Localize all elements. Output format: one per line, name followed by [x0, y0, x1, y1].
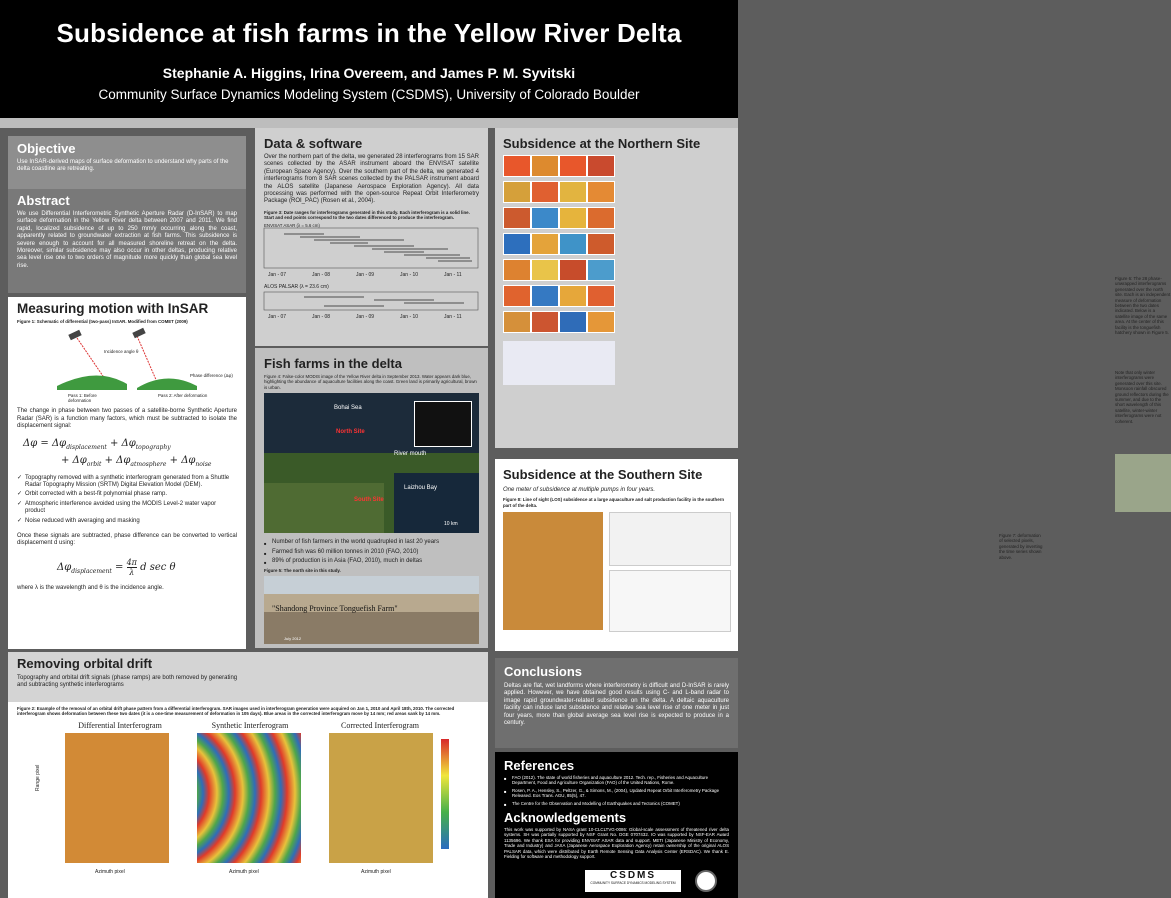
satellite-image	[1115, 454, 1171, 512]
insar-schematic	[17, 326, 237, 400]
timeline-caption: Figure 3: Date ranges for interferograms generated in this study. Each interferogram is a solid line. Start and end points correspond to the two dates differenced to produce the interferogram.	[264, 209, 470, 221]
conclusions-section	[495, 658, 738, 748]
map-label-north: North Site	[336, 429, 365, 436]
list-item: ✓ Atmospheric interference avoided using the MODIS Level-2 water vapor product	[17, 501, 237, 516]
interferogram-thumb	[587, 259, 615, 281]
map-scale: 10 km	[444, 521, 458, 528]
orbital-text: Topography and orbital drift signals (phase ramps) are both removed by generating and subtracting synthetic interferograms	[17, 675, 238, 689]
farm-photo	[264, 576, 479, 644]
tick-label: Jan - 09	[356, 314, 375, 321]
differential-interferogram	[65, 733, 169, 863]
tick-label: Jan - 08	[312, 314, 331, 321]
data-software-section	[255, 128, 488, 346]
objective-section	[8, 136, 246, 190]
fish-section	[255, 348, 488, 648]
csdms-logo	[585, 870, 681, 892]
measuring-bullets	[17, 475, 237, 525]
photo-sign-text: "Shandong Province Tonguefish Farm"	[272, 603, 398, 613]
interferogram-thumb	[587, 285, 615, 307]
interferogram-thumb	[559, 207, 587, 229]
orbital-xlabel: Azimuth pixel	[361, 868, 391, 875]
southern-timeseries-plot	[609, 570, 731, 632]
orbital-panels	[17, 721, 479, 881]
logo-name: CSDMS	[609, 870, 657, 881]
interferogram-thumb	[559, 285, 587, 307]
interferogram-thumb	[531, 233, 559, 255]
measuring-intro: The change in phase between two passes of a satellite-borne Synthetic Aperture Radar (SAR) is a function many factors, which must be subtracted to isolate the displacement signal:	[17, 408, 237, 430]
fish-title: Fish farms in the delta	[264, 356, 402, 371]
objective-title: Objective	[17, 141, 76, 156]
interferogram-thumb	[587, 207, 615, 229]
tick-label: Jan - 09	[356, 272, 375, 279]
map-label-mouth: River mouth	[394, 451, 427, 458]
list-item: ■ Number of fish farmers in the world quadrupled in last 20 years	[264, 539, 479, 546]
tick-label: Jan - 10	[400, 314, 419, 321]
measuring-fig-caption: Figure 1: Schematic of differential (two-pass) InSAR. Modified from COMET (2009)	[17, 319, 188, 324]
map-label-bohai: Bohai Sea	[334, 405, 362, 412]
interferogram-thumb	[531, 311, 559, 333]
interferogram-thumb	[559, 259, 587, 281]
logo-tagline: COMMUNITY SURFACE DYNAMICS MODELING SYSTEM	[590, 881, 676, 885]
colorbar	[441, 739, 449, 849]
university-seal-icon	[695, 870, 717, 892]
modis-map	[264, 393, 479, 533]
pass1-label: Pass 1: Before deformation	[68, 393, 97, 404]
tick-label: Jan - 08	[312, 272, 331, 279]
interferogram-thumb	[503, 311, 531, 333]
orbital-xlabel: Azimuth pixel	[95, 868, 125, 875]
panel-title: Synthetic Interferogram	[211, 720, 289, 730]
list-item: ✓ Topography removed with a synthetic interferogram generated from a Shuttle Radar Topography Mission (SRTM) Digital Elevation Model (DEM).	[17, 475, 237, 490]
panel-title: Corrected Interferogram	[341, 720, 419, 730]
interferogram-thumb	[503, 285, 531, 307]
northern-note: Note that only winter interferograms were generated over this site. Monsoon rainfall obscured ground reflectors during the summer, and due to the short wavelength of this satellite, winter-winter interferograms were not coherent.	[1115, 370, 1169, 424]
china-inset-map	[414, 401, 472, 447]
header-divider	[0, 118, 738, 128]
timeline-chart	[264, 228, 479, 338]
reference-item: ■ FAO (2012). The state of world fisheries and aquaculture 2012. Tech. rep., Fisheries and Aquaculture Department, Food and Agriculture Organization (FAO) of the United Nations, Rome.	[504, 775, 729, 786]
objective-text: Use InSAR-derived maps of surface deformation to understand why parts of the delta coastline are retreating.	[17, 159, 229, 173]
interferogram-thumb	[587, 181, 615, 203]
orbital-xlabel: Azimuth pixel	[229, 868, 259, 875]
alos-label: ALOS PALSAR (λ = 23.6 cm)	[264, 284, 329, 291]
map-label-laizhou: Laizhou Bay	[404, 485, 438, 492]
interferogram-thumb	[587, 311, 615, 333]
phase-equation: $\Delta\varphi = \Delta\varphi_{displacement} + \Delta\varphi_{topography}$ + $\Delta\varphi_{orbit} + \Delta\varphi_{atmosphere} + \Delta\varphi_{noise}$	[23, 437, 212, 468]
southern-title: Subsidence at the Southern Site	[503, 467, 703, 482]
list-item: ✓ Orbit corrected with a best-fit polynomial phase ramp.	[17, 491, 237, 498]
orbital-figure	[8, 702, 488, 898]
measuring-after: Once these signals are subtracted, phase difference can be converted to vertical displacement d using:	[17, 533, 237, 547]
interferogram-thumb	[531, 207, 559, 229]
southern-interferogram	[503, 512, 603, 630]
satellite-icon	[132, 328, 145, 339]
interferogram-thumb	[559, 155, 587, 177]
southern-subtitle: One meter of subsidence at multiple pumps in four years.	[503, 487, 656, 493]
interferogram-thumb	[503, 181, 531, 203]
reference-item: ■ The Centre for the Observation and Modelling of Earthquakes and Tectonics (COMET)	[504, 801, 729, 806]
references-list	[504, 775, 729, 806]
poster-title: Subsidence at fish farms in the Yellow River Delta	[56, 18, 682, 48]
acknowledgements-title: Acknowledgements	[504, 810, 627, 826]
abstract-text: We use Differential Interferometric Synthetic Aperture Radar (D-InSAR) to map surface deformation in the Yellow River delta between 2007 and 2011. We find rapid, localized subsidence of up to 250 mm/y occurring along the coast, apparently related to groundwater extraction at fish farms. This subsidence is severe enough to account for all measured shoreline retreat on the delta. Moreover, similar subsidence may also occur in other deltas, producing relative sea level rise one to two orders of magnitude more quickly than global sea level rise.	[17, 211, 237, 269]
northern-fig7: Figure 7: deformation of selected pixels, generated by inverting the time series shown above.	[999, 533, 1043, 560]
interferogram-thumb	[559, 311, 587, 333]
tick-label: Jan - 10	[400, 272, 419, 279]
envisat-label: ENVISAT ASAR (λ = 5.6 cm)	[264, 222, 320, 228]
poster-authors: Stephanie A. Higgins, Irina Overeem, and James P. M. Syvitski	[162, 65, 576, 81]
abstract-title: Abstract	[17, 193, 70, 208]
interferogram-grid	[503, 155, 643, 391]
poster-header	[0, 0, 738, 118]
list-item: ■ 89% of production is in Asia (FAO, 2010), much in deltas	[264, 558, 479, 565]
interferogram-thumb	[503, 155, 531, 177]
southern-fig-caption: Figure 8: Line of sight (LOS) subsidence at a large aquaculture and salt production facility in the southern part of the delta.	[503, 497, 725, 508]
reference-item: ■ Rosen, P. A., Hensley, S., Peltzer, G., & Simons, M., (2004), Updated Repeat Orbit Interferometry Package Released. Eos Trans. AGU, 85(5), 47.	[504, 788, 729, 799]
poster-affiliation: Community Surface Dynamics Modeling System (CSDMS), University of Colorado Boulder	[98, 87, 640, 102]
phase-label: Phase difference (Δφ)	[190, 373, 233, 378]
interferogram-thumb	[559, 233, 587, 255]
references-title: References	[504, 758, 575, 773]
pass2-label: Pass 2: After deformation	[158, 393, 208, 398]
orbital-title: Removing orbital drift	[17, 656, 153, 671]
photo-caption: Figure 5: The north site in this study.	[264, 568, 341, 574]
interferogram-thumb	[587, 155, 615, 177]
synthetic-interferogram	[197, 733, 301, 863]
photo-date: July 2012	[284, 635, 302, 641]
tick-label: Jan - 11	[444, 272, 462, 279]
fish-fig-caption: Figure 4: False-color MODIS image of the Yellow River delta in September 2013. Water appears dark blue, highlighting the abundance of aquaculture facilities along the coast. Green land is primarily agricultural, brown is urban.	[264, 374, 477, 390]
northern-title: Subsidence at the Northern Site	[503, 136, 701, 151]
list-item: ■ Farmed fish was 60 million tonnes in 2010 (FAO, 2010)	[264, 549, 479, 556]
interferogram-thumb	[587, 233, 615, 255]
satellite-icon	[68, 330, 81, 341]
tick-label: Jan - 07	[268, 314, 287, 321]
measuring-where: where λ is the wavelength and θ is the incidence angle.	[17, 584, 164, 591]
acknowledgements-text: This work was supported by NASA grant 10-CLCLTVG-0086: Global-scale assessment of threatened river delta systems. SH was partially supported by NSF Grant No. DGE 0707432. IO was supported by NSF-EAR Award 1135696. We thank ESA for providing ENVISAT ASAR data and support. METI (Japanese Ministry of Economy, Trade and Industry) and JAXA (Japanese Aerospace Exploration Agency) retain ownership of the original ALOS PALSAR data, which were distributed by Earth Remote Sensing Data Analysis Center (ERSDAC). We thank E. Fielding for software and methodology support.	[504, 827, 729, 860]
measuring-section	[8, 297, 246, 649]
deformation-plot	[503, 341, 615, 385]
southern-section	[495, 459, 738, 651]
conclusions-title: Conclusions	[504, 664, 583, 679]
list-item: ✓ Noise reduced with averaging and masking	[17, 518, 237, 525]
references-section	[495, 752, 738, 898]
tick-label: Jan - 07	[268, 272, 287, 279]
abstract-section	[8, 189, 246, 293]
interferogram-thumb	[559, 181, 587, 203]
interferogram-thumb	[531, 181, 559, 203]
corrected-interferogram	[329, 733, 433, 863]
map-label-south: South Site	[354, 497, 384, 504]
southern-figure	[503, 512, 729, 632]
interferogram-thumb	[503, 259, 531, 281]
panel-title: Differential Interferogram	[78, 720, 162, 730]
interferogram-thumb	[531, 259, 559, 281]
tick-label: Jan - 11	[444, 314, 462, 321]
conclusions-text: Deltas are flat, wet landforms where interferometry is difficult and D-InSAR is rarely applied. However, we have obtained good results using C- and L-band radar to image rapid groundwater-related subsidence on the delta. A deltaic aquaculture facility can induce land subsidence and relative sea level rise of one meter in just four years, more than global average sea level rise is expected to produce in a century.	[504, 683, 729, 727]
southern-profile-plot	[609, 512, 731, 566]
orbital-fig-caption: Figure 2: Example of the removal of an orbital drift phase pattern from a differential interferogram. SAR images used in interferogram generation were acquired on Jan 1, 2010 and April 18th, 2010. The corrected interferogram shows deformation between these two dates (it is a one-time measurement of deformation in 105 days). Blue areas in the corrected interferogram move by 14 mm; red areas sank by 14 mm.	[17, 706, 455, 717]
displacement-equation: $\Delta\varphi_{displacement}$ = $\frac{4\pi}{\lambda}$ d sec θ	[57, 557, 176, 577]
northern-fig6: Figure 6: The 28 phase-unwrapped interferograms generated over the north site. Each is an independent measure of deformation between the two dates indicated. Below is a satellite image of the same area. At the center of this facility is the tonguefish hatchery shown in Figure 5.	[1115, 276, 1171, 336]
data-software-title: Data & software	[264, 136, 363, 151]
data-software-text: Over the northern part of the delta, we generated 28 interferograms from 15 SAR scenes collected by the ASAR instrument aboard the ENVISAT satellite (European Space Agency). Over the southern part of the delta, we generated 4 interferograms from 8 SAR scenes collected by the PALSAR instrument aboard the ALOS satellite (Japanese Aerospace Exploration Agency). All data processing was performed with the open-source Repeat Orbit Interferometry Package (ROI_PAC) (Rosen et al., 2004).	[264, 154, 479, 205]
interferogram-thumb	[503, 233, 531, 255]
interferogram-thumb	[531, 155, 559, 177]
incidence-label: Incidence angle θ	[104, 349, 139, 354]
measuring-title: Measuring motion with InSAR	[17, 301, 209, 316]
orbital-ylabel: Range pixel	[35, 764, 41, 791]
fish-bullets	[264, 539, 479, 565]
interferogram-thumb	[503, 207, 531, 229]
interferogram-thumb	[531, 285, 559, 307]
